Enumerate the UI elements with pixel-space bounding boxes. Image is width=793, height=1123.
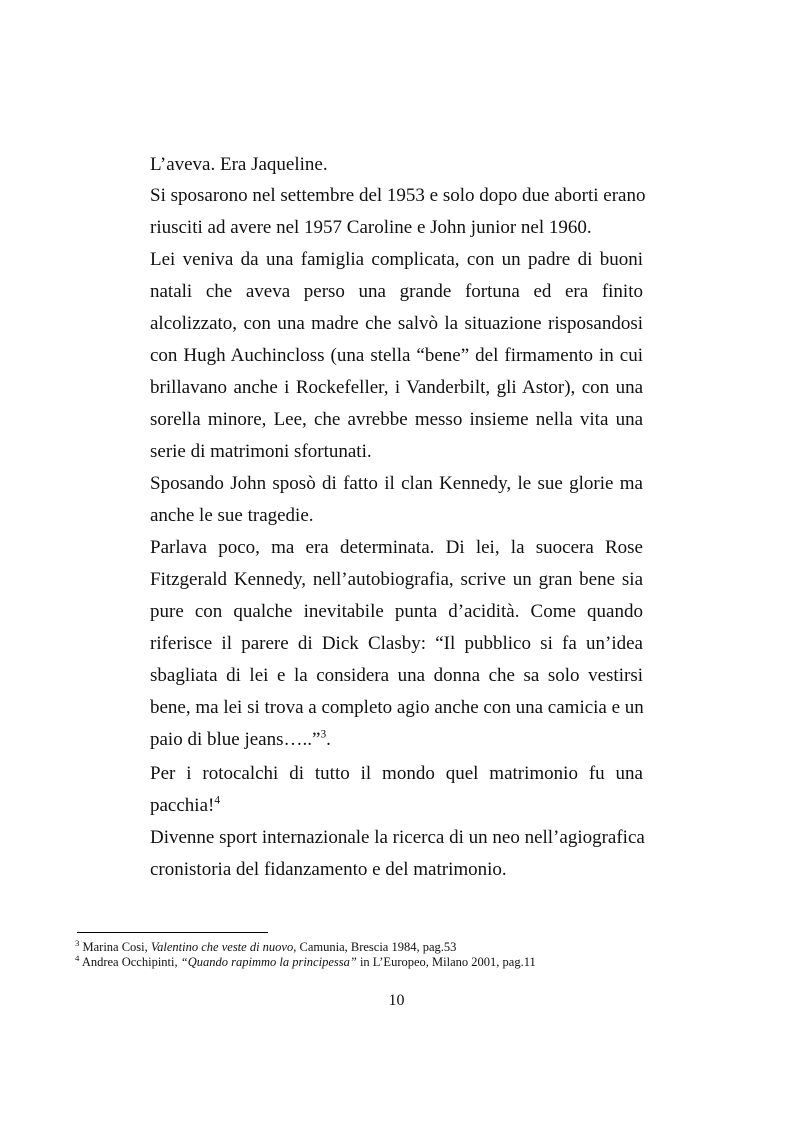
text-line: riferisce il parere di Dick Clasby: “Il pubblico si fa un’idea [150, 633, 643, 654]
text-line: anche le sue tragedie. [150, 505, 314, 526]
text-line-content: paio di blue jeans…..” [150, 729, 321, 750]
text-line: Parlava poco, ma era determinata. Di lei, la suocera Rose [150, 537, 643, 558]
footnote-number: 4 [75, 952, 80, 963]
text-line: cronistoria del fidanzamento e del matrimonio. [150, 859, 507, 880]
text-line: Per i rotocalchi di tutto il mondo quel matrimonio fu una [150, 763, 643, 784]
footnote [75, 952, 536, 970]
text-line: natali che aveva perso una grande fortuna ed era finito [150, 281, 643, 302]
text-line: pure con qualche inevitabile punta d’acidità. Come quando [150, 601, 643, 622]
footnote-author: Andrea Occhipinti, [81, 955, 181, 969]
footnote-details: , Camunia, Brescia 1984, pag.53 [293, 940, 457, 954]
text-line: Sposando John sposò di fatto il clan Kennedy, le sue glorie ma [150, 473, 643, 494]
text-line: con Hugh Auchincloss (una stella “bene” del firmamento in cui [150, 345, 643, 366]
text-line: brillavano anche i Rockefeller, i Vanderbilt, gli Astor), con una [150, 377, 643, 398]
text-line-end: . [326, 729, 331, 750]
text-line: L’aveva. Era Jaqueline. [150, 154, 328, 175]
text-line [150, 726, 643, 754]
footnote-separator [77, 932, 268, 933]
footnote-author: Marina Cosi, [82, 940, 151, 954]
text-line: Divenne sport internazionale la ricerca di un neo nell’agiografica [150, 827, 645, 848]
footnote-ref: 4 [214, 794, 221, 807]
text-line: Si sposarono nel settembre del 1953 e solo dopo due aborti erano [150, 185, 646, 206]
footnote [75, 937, 457, 955]
footnote-ref: 3 [320, 728, 327, 741]
text-line: bene, ma lei si trova a completo agio anche con una camicia e un [150, 697, 644, 718]
text-line-content: pacchia! [150, 795, 215, 816]
text-line: riusciti ad avere nel 1957 Caroline e John junior nel 1960. [150, 217, 592, 238]
footnote-details: in L’Europeo, Milano 2001, pag.11 [356, 955, 536, 969]
page-number: 10 [388, 992, 405, 1009]
footnote-number: 3 [75, 937, 80, 948]
text-line: Fitzgerald Kennedy, nell’autobiografia, scrive un gran bene sia [150, 569, 643, 590]
footnote-title: “Quando rapimmo la principessa” [180, 955, 357, 969]
text-line: Lei veniva da una famiglia complicata, con un padre di buoni [150, 249, 643, 270]
footnote-title: Valentino che veste di nuovo [150, 940, 294, 954]
text-line [150, 792, 643, 820]
text-line: serie di matrimoni sfortunati. [150, 441, 372, 462]
text-line: alcolizzato, con una madre che salvò la situazione risposandosi [150, 313, 643, 334]
text-line: sbagliata di lei e la considera una donna che sa solo vestirsi [150, 665, 643, 686]
text-line: sorella minore, Lee, che avrebbe messo insieme nella vita una [150, 409, 643, 430]
